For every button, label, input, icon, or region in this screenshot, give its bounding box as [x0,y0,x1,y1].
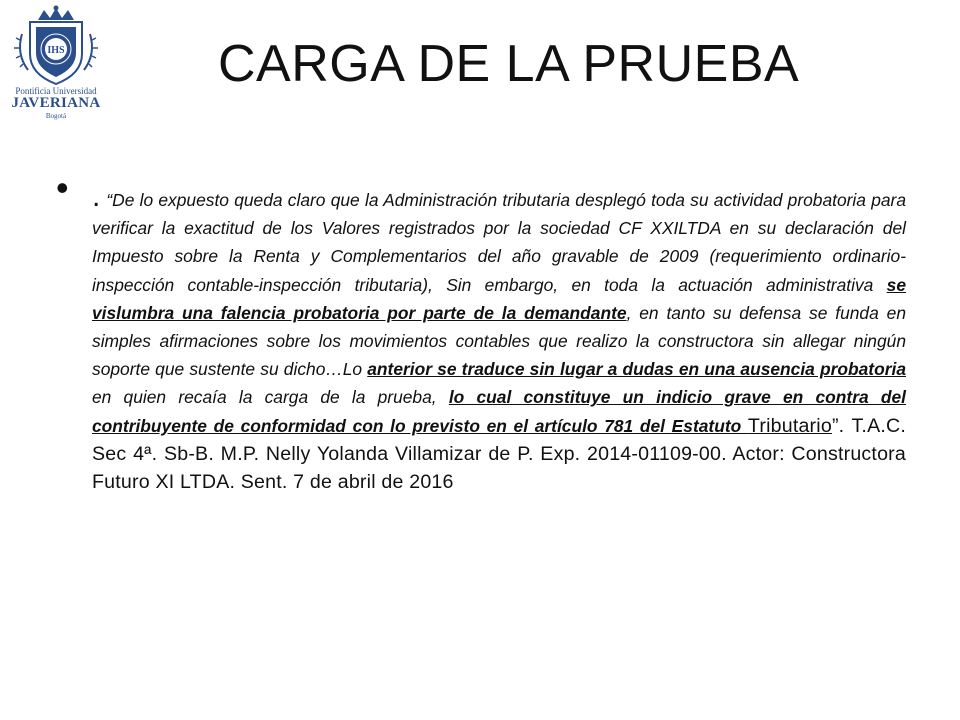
slide-title: CARGA DE LA PRUEBA [218,35,800,93]
citation-text: . T.A.C. Sec 4ª. Sb-B. M.P. Nelly Yolanda Villamizar de P. Exp. 2014-01109-00. Actor: Constructora Futuro XI LTDA. Sent. 7 de abril de 2016 [92,414,906,494]
quote-part-1: De lo expuesto queda claro que la Administración tributaria desplegó toda su actividad probatoria para verificar la exactitud de los Valores registrados por la sociedad CF XXILTDA en su declaración del Impuesto sobre la Renta y Complementarios del año gravable de 2009 (requerimiento ordinario-inspección contable-inspección tributaria), Sin embargo, en toda la actuación administrativa [92,190,906,295]
quote-underline-2: anterior se traduce sin lugar a dudas en una ausencia probatoria [367,359,906,380]
quote-part-3: en quien recaía la carga de la prueba, [92,387,449,408]
quote-open: “ [106,190,113,210]
logo-line-bogota: Bogotá [45,112,67,120]
logo-line-pontificia: Pontificia Universidad [15,86,97,96]
university-logo [8,4,104,126]
quote-close: ” [831,414,839,437]
svg-text:IHS: IHS [47,45,65,56]
quote-underline-3b: Tributario [747,414,832,437]
quote-underline-3: lo cual constituye un indicio grave en contra del contribuyente de conformidad con lo previsto en el artículo 781 del Estatuto [92,387,907,436]
bullet-marker: • [56,167,69,208]
logo-line-javeriana: JAVERIANA [11,95,101,111]
bullet-paragraph [92,180,907,496]
quote-underline-1: se vislumbra una falencia probatoria por parte de la demandante [92,274,906,323]
javeriana-crest-icon [8,4,104,88]
quote-part-2: , en tanto su defensa se funda en simples afirmaciones sobre los movimientos contables que realizo la constructora sin allegar ningún soporte que sustente su dicho…Lo [92,302,906,380]
lead-dot: . [92,180,101,213]
